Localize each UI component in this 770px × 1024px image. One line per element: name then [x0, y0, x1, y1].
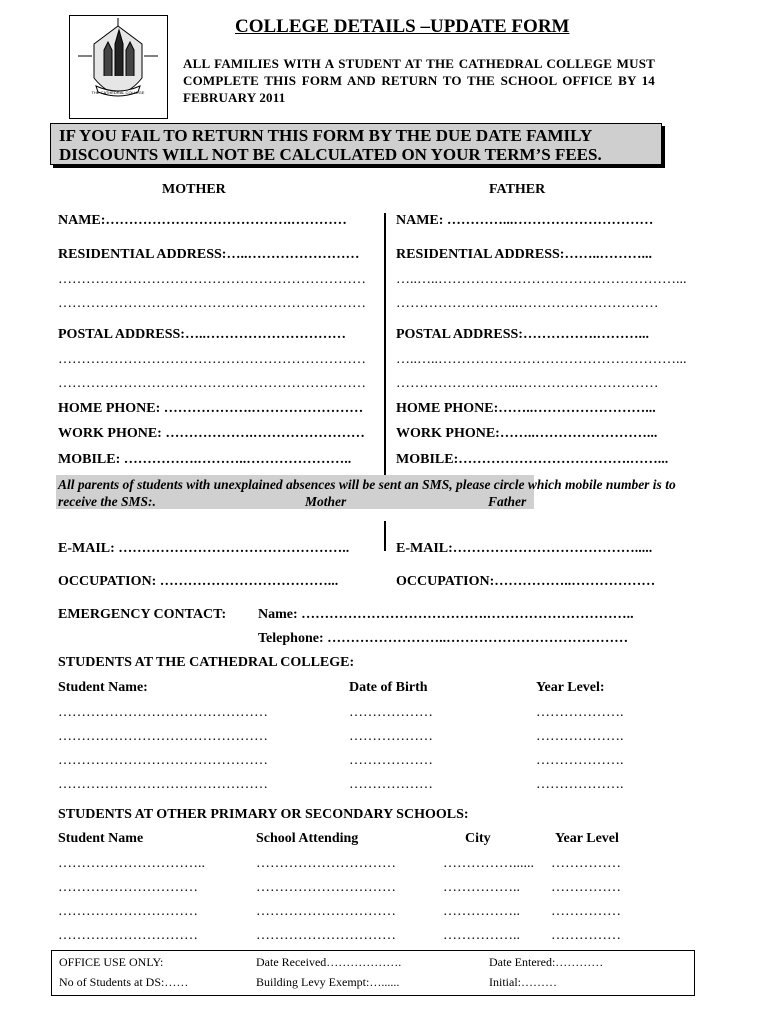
cathedral-student-year-field[interactable]: ………………. [536, 729, 624, 744]
mother-name-field[interactable]: NAME:………………………………….………… [58, 213, 347, 228]
other-student-year-field[interactable]: …………… [551, 880, 621, 895]
father-occupation-field[interactable]: OCCUPATION:……………..……………… [396, 574, 656, 589]
column-header-year-level: Year Level [555, 831, 619, 846]
mother-email-field[interactable]: E-MAIL: ………………………………………….. [58, 541, 350, 556]
initial-field[interactable]: Initial:……… [489, 975, 557, 989]
other-student-name-field[interactable]: ………………………… [58, 904, 198, 919]
mother-residential-address-field[interactable]: RESIDENTIAL ADDRESS:…..…………………… [58, 247, 360, 262]
father-postal-address-field[interactable]: POSTAL ADDRESS:…………….………... [396, 327, 649, 342]
other-student-year-field[interactable]: …………… [551, 904, 621, 919]
sms-note [58, 476, 688, 510]
mother-postal-address-field[interactable]: POSTAL ADDRESS:…..………………………… [58, 327, 346, 342]
other-student-name-field[interactable]: ………………………… [58, 880, 198, 895]
father-postal-address-line[interactable]: ……………………...………………………… [396, 376, 659, 391]
mother-work-phone-field[interactable]: WORK PHONE: ……………….…………………… [58, 426, 365, 441]
mother-heading: MOTHER [162, 182, 226, 197]
father-home-phone-field[interactable]: HOME PHONE:……..……………………... [396, 401, 656, 416]
cathedral-student-year-field[interactable]: ………………. [536, 753, 624, 768]
other-student-year-field[interactable]: …………… [551, 856, 621, 871]
cathedral-student-dob-field[interactable]: ……………… [349, 705, 433, 720]
column-header-city: City [465, 831, 491, 846]
mother-home-phone-field[interactable]: HOME PHONE: ……………….…………………… [58, 401, 364, 416]
form-title: COLLEGE DETAILS –UPDATE FORM [235, 16, 570, 37]
column-divider [384, 213, 386, 475]
mother-residential-address-line[interactable]: ………………………………………………………… [58, 296, 366, 311]
cathedral-student-name-field[interactable]: ……………………………………… [58, 729, 268, 744]
father-mobile-field[interactable]: MOBILE:……………………………….……... [396, 452, 669, 467]
other-student-city-field[interactable]: …………….. [443, 904, 520, 919]
other-student-school-field[interactable]: ………………………… [256, 880, 396, 895]
emergency-name-field[interactable]: Name: ………………………………….………………………….. [258, 607, 634, 622]
other-student-school-field[interactable]: ………………………… [256, 904, 396, 919]
father-email-field[interactable]: E-MAIL:…………………………………..... [396, 541, 653, 556]
other-student-school-field[interactable]: ………………………… [256, 928, 396, 943]
building-levy-exempt-field[interactable]: Building Levy Exempt:…...... [256, 975, 400, 989]
father-residential-address-field[interactable]: RESIDENTIAL ADDRESS:……..………... [396, 247, 652, 262]
mother-occupation-field[interactable]: OCCUPATION: ………………………………... [58, 574, 339, 589]
students-at-ds-field[interactable]: No of Students at DS:…… [59, 975, 189, 989]
father-work-phone-field[interactable]: WORK PHONE:……..……………………... [396, 426, 658, 441]
emergency-telephone-field[interactable]: Telephone: ……………………..………………………………… [258, 631, 629, 646]
sms-mother-option[interactable]: Mother [305, 494, 347, 509]
other-student-year-field[interactable]: …………… [551, 928, 621, 943]
column-header-date-of-birth: Date of Birth [349, 680, 428, 695]
mother-mobile-field[interactable]: MOBILE: …………….………..………………….. [58, 452, 352, 467]
father-residential-address-line[interactable]: …..…..……………………………………………... [396, 272, 687, 287]
cathedral-student-name-field[interactable]: ……………………………………… [58, 777, 268, 792]
office-use-label: OFFICE USE ONLY: [59, 955, 164, 969]
cathedral-student-name-field[interactable]: ……………………………………… [58, 705, 268, 720]
date-received-field[interactable]: Date Received………………. [256, 955, 402, 969]
emergency-contact-label: EMERGENCY CONTACT: [58, 607, 227, 622]
other-student-name-field[interactable]: ………………………….. [58, 856, 205, 871]
college-logo [69, 15, 168, 119]
cathedral-student-dob-field[interactable]: ……………… [349, 729, 433, 744]
father-residential-address-line[interactable]: ……………………...………………………… [396, 296, 659, 311]
mother-postal-address-line[interactable]: ………………………………………………………… [58, 352, 366, 367]
father-heading: FATHER [489, 182, 546, 197]
father-postal-address-line[interactable]: …..…..……………………………………………... [396, 352, 687, 367]
cathedral-student-dob-field[interactable]: ……………… [349, 777, 433, 792]
father-name-field[interactable]: NAME: …………...………………………… [396, 213, 654, 228]
other-student-city-field[interactable]: …………….. [443, 928, 520, 943]
cathedral-students-heading: STUDENTS AT THE CATHEDRAL COLLEGE: [58, 655, 355, 670]
column-divider [384, 521, 386, 551]
sms-note-text: All parents of students with unexplained absences will be sent an SMS, please circle which mobile number is to receive the SMS:. [58, 477, 676, 509]
cathedral-student-year-field[interactable]: ………………. [536, 705, 624, 720]
column-header-school-attending: School Attending [256, 831, 359, 846]
other-students-heading: STUDENTS AT OTHER PRIMARY OR SECONDARY SCHOOLS: [58, 807, 469, 822]
warning-banner: IF YOU FAIL TO RETURN THIS FORM BY THE DUE DATE FAMILY DISCOUNTS WILL NOT BE CALCULATED ON YOUR TERM’S FEES. [50, 123, 662, 165]
mother-residential-address-line[interactable]: ………………………………………………………… [58, 272, 366, 287]
other-student-city-field[interactable]: …………….. [443, 880, 520, 895]
other-student-school-field[interactable]: ………………………… [256, 856, 396, 871]
cathedral-student-dob-field[interactable]: ……………… [349, 753, 433, 768]
mother-postal-address-line[interactable]: ………………………………………………………… [58, 376, 366, 391]
other-student-city-field[interactable]: ……………...... [443, 856, 534, 871]
form-intro: ALL FAMILIES WITH A STUDENT AT THE CATHEDRAL COLLEGE MUST COMPLETE THIS FORM AND RETURN TO THE SCHOOL OFFICE BY 14 FEBRUARY 2011 [183, 56, 655, 105]
svg-text:THE CATHEDRAL COLLEGE: THE CATHEDRAL COLLEGE [91, 90, 145, 95]
column-header-student-name: Student Name [58, 831, 144, 846]
column-header-student-name: Student Name: [58, 680, 148, 695]
cathedral-student-year-field[interactable]: ………………. [536, 777, 624, 792]
cathedral-student-name-field[interactable]: ……………………………………… [58, 753, 268, 768]
other-student-name-field[interactable]: ………………………… [58, 928, 198, 943]
column-header-year-level: Year Level: [536, 680, 605, 695]
sms-father-option[interactable]: Father [488, 494, 527, 509]
date-entered-field[interactable]: Date Entered:………… [489, 955, 604, 969]
